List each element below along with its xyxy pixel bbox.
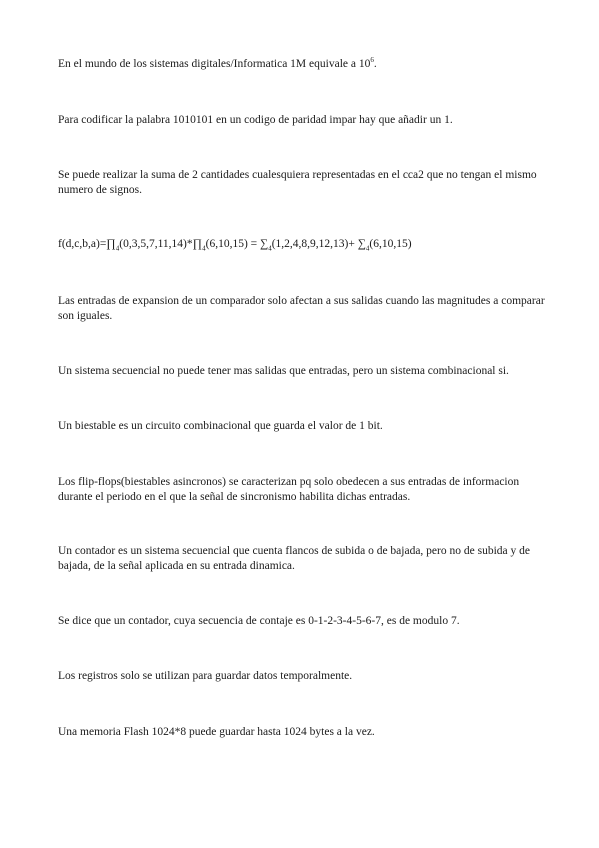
statement-10: Se dice que un contador, cuya secuencia de contaje es 0-1-2-3-4-5-6-7, es de modulo 7. (58, 615, 460, 627)
statement-12: Una memoria Flash 1024*8 puede guardar hasta 1024 bytes a la vez. (58, 726, 375, 738)
statement-1 (58, 57, 548, 72)
formula-part-2: (0,3,5,7,11,14)*∏ (119, 238, 203, 250)
statement-11: Los registros solo se utilizan para guardar datos temporalmente. (58, 670, 353, 682)
formula-part-3: (6,10,15) = ∑ (205, 238, 269, 250)
statement-1-exponent: 6 (370, 56, 374, 65)
statement-3: Se puede realizar la suma de 2 cantidades cualesquiera representadas en el cca2 que no tengan el mismo numero de signos. (58, 169, 537, 196)
formula-sub-3: 4 (268, 244, 272, 253)
statement-7: Un biestable es un circuito combinacional que guarda el valor de 1 bit. (58, 420, 383, 432)
statement-1-text: En el mundo de los sistemas digitales/Informatica 1M equivale a 10 (58, 58, 371, 70)
statement-1-tail: . (373, 58, 377, 70)
statement-4-formula (58, 237, 548, 252)
formula-part-4: (1,2,4,8,9,12,13)+ ∑ (271, 238, 366, 250)
statement-9: Un contador es un sistema secuencial que cuenta flancos de subida o de bajada, pero no de subida y de bajada, de la señal aplicada en su entrada dinamica. (58, 545, 530, 572)
formula-sub-4: 4 (365, 244, 370, 253)
formula-part-5: (6,10,15) (369, 238, 412, 250)
statement-2: Para codificar la palabra 1010101 en un codigo de paridad impar hay que añadir un 1. (58, 114, 453, 126)
formula-part-1: f(d,c,b,a)=∏ (58, 238, 116, 250)
statement-8: Los flip-flops(biestables asincronos) se caracterizan pq solo obedecen a sus entradas de informacion durante el periodo en el que la señal de sincronismo habilita dichas entradas. (58, 476, 520, 503)
statement-6: Un sistema secuencial no puede tener mas salidas que entradas, pero un sistema combinacional si. (58, 365, 509, 377)
formula-sub-2: 4 (202, 244, 206, 253)
formula-sub-1: 4 (115, 244, 120, 253)
statement-5: Las entradas de expansion de un comparador solo afectan a sus salidas cuando las magnitudes a comparar son iguales. (58, 295, 545, 322)
